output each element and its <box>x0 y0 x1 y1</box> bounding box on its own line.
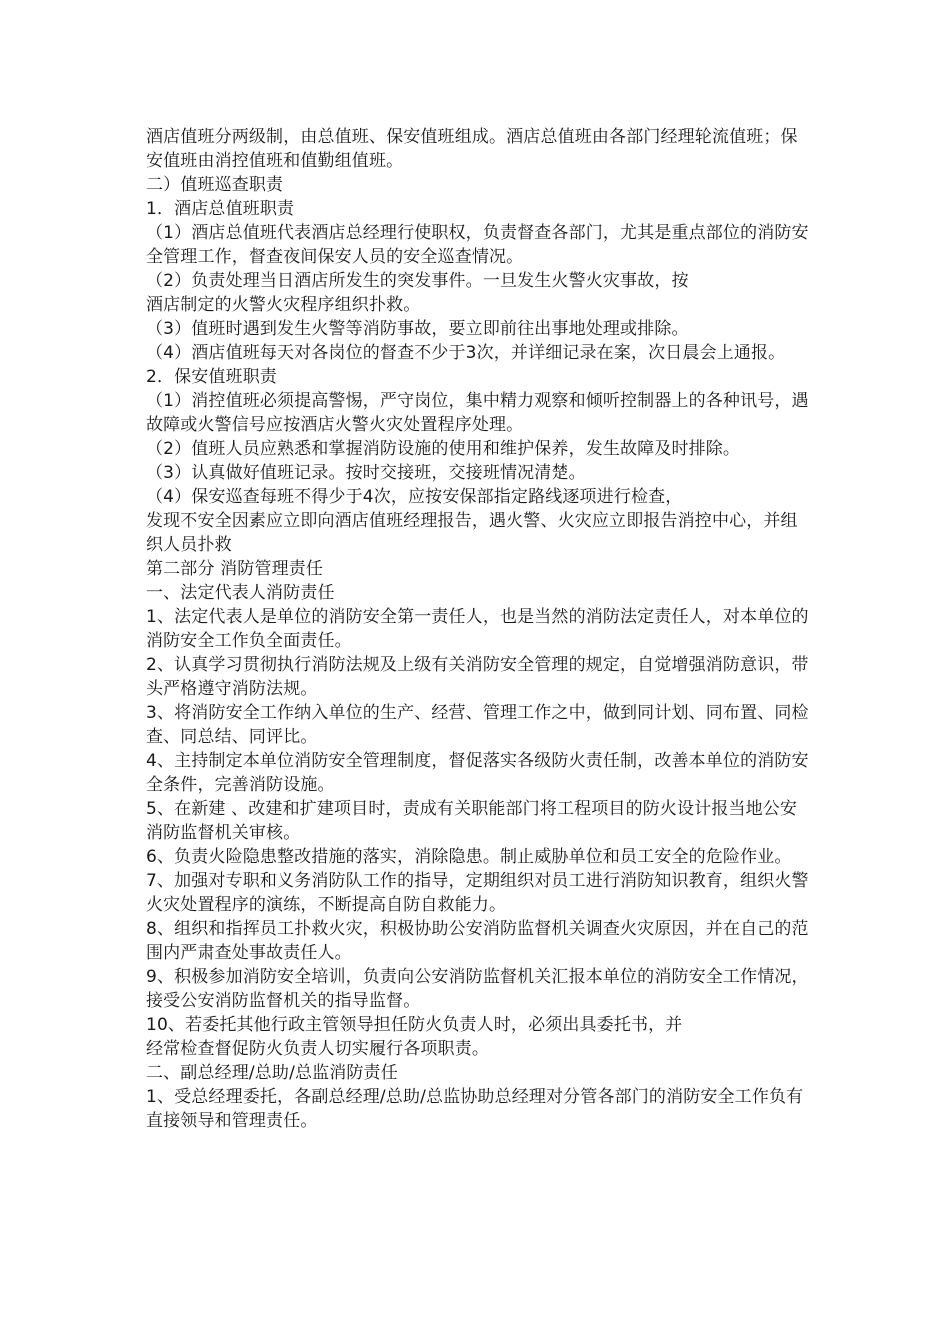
paragraph-hotel-duty-4: （4）酒店值班每天对各岗位的督查不少于3次，并详细记录在案，次日晨会上通报。 <box>146 343 786 363</box>
paragraph-legal-7: 7、加强对专职和义务消防队工作的指导，定期组织对员工进行消防知识教育，组织火警火灾处置程序的演练，不断提高自防自救能力。 <box>146 871 809 915</box>
paragraph-security-duty-4a: （4）保安巡查每班不得少于4次，应按安保部指定路线逐项进行检查， <box>146 487 683 507</box>
paragraph-legal-8: 8、组织和指挥员工扑救火灾，积极协助公安消防监督机关调查火灾原因，并在自己的范围内严肃查处事故责任人。 <box>146 919 809 963</box>
heading-deputy-gm: 二、副总经理/总助/总监消防责任 <box>146 1063 398 1083</box>
paragraph-legal-5: 5、在新建 、改建和扩建项目时，责成有关职能部门将工程项目的防火设计报当地公安消防监督机关审核。 <box>146 799 798 843</box>
paragraph-legal-6: 6、负责火险隐患整改措施的落实，消除隐患。制止威胁单位和员工安全的危险作业。 <box>146 847 792 867</box>
paragraph-legal-2: 2、认真学习贯彻执行消防法规及上级有关消防安全管理的规定，自觉增强消防意识，带头严格遵守消防法规。 <box>146 655 809 699</box>
paragraph-legal-3: 3、将消防安全工作纳入单位的生产、经营、管理工作之中，做到同计划、同布置、同检查、同总结、同评比。 <box>146 703 809 747</box>
paragraph-hotel-duty-2a: （2）负责处理当日酒店所发生的突发事件。一旦发生火警火灾事故，按 <box>146 271 689 291</box>
paragraph-deputy-1: 1、受总经理委托，各副总经理/总助/总监协助总经理对分管各部门的消防安全工作负有直接领导和管理责任。 <box>146 1087 804 1131</box>
heading-hotel-duty-duties: 1．酒店总值班职责 <box>146 199 295 219</box>
paragraph-security-duty-4b: 发现不安全因素应立即向酒店值班经理报告，遇火警、火灾应立即报告消控中心，并组织人员扑救 <box>146 511 798 555</box>
paragraph-legal-10b: 经常检查督促防火负责人切实履行各项职责。 <box>146 1039 489 1059</box>
heading-security-duty-duties: 2．保安值班职责 <box>146 367 278 387</box>
paragraph-security-duty-3: （3）认真做好值班记录。按时交接班，交接班情况清楚。 <box>146 463 586 483</box>
heading-part-two: 第二部分 消防管理责任 <box>146 559 324 579</box>
paragraph-legal-4: 4、主持制定本单位消防安全管理制度，督促落实各级防火责任制，改善本单位的消防安全条件，完善消防设施。 <box>146 751 809 795</box>
document-body <box>146 125 810 1133</box>
paragraph-hotel-duty-3: （3）值班时遇到发生火警等消防事故，要立即前往出事地处理或排除。 <box>146 319 689 339</box>
paragraph-hotel-duty-1: （1）酒店总值班代表酒店总经理行使职权，负责督查各部门，尤其是重点部位的消防安全管理工作，督查夜间保安人员的安全巡查情况。 <box>146 223 809 267</box>
paragraph-hotel-duty-2b: 酒店制定的火警火灾程序组织扑救。 <box>146 295 421 315</box>
paragraph-security-duty-2: （2）值班人员应熟悉和掌握消防设施的使用和维护保养，发生故障及时排除。 <box>146 439 741 459</box>
paragraph-legal-10a: 10、若委托其他行政主管领导担任防火负责人时，必须出具委托书，并 <box>146 1015 683 1035</box>
paragraph-legal-1: 1、法定代表人是单位的消防安全第一责任人，也是当然的消防法定责任人，对本单位的消防安全工作负全面责任。 <box>146 607 809 651</box>
paragraph-duty-system: 酒店值班分两级制，由总值班、保安值班组成。酒店总值班由各部门经理轮流值班；保安值班由消控值班和值勤组值班。 <box>146 127 798 171</box>
heading-patrol-duties: 二）值班巡查职责 <box>146 175 284 195</box>
paragraph-security-duty-1: （1）消控值班必须提高警惕，严守岗位，集中精力观察和倾听控制器上的各种讯号，遇故障或火警信号应按酒店火警火灾处置程序处理。 <box>146 391 809 435</box>
heading-legal-representative: 一、法定代表人消防责任 <box>146 583 335 603</box>
paragraph-legal-9: 9、积极参加消防安全培训，负责向公安消防监督机关汇报本单位的消防安全工作情况，接受公安消防监督机关的指导监督。 <box>146 967 809 1011</box>
